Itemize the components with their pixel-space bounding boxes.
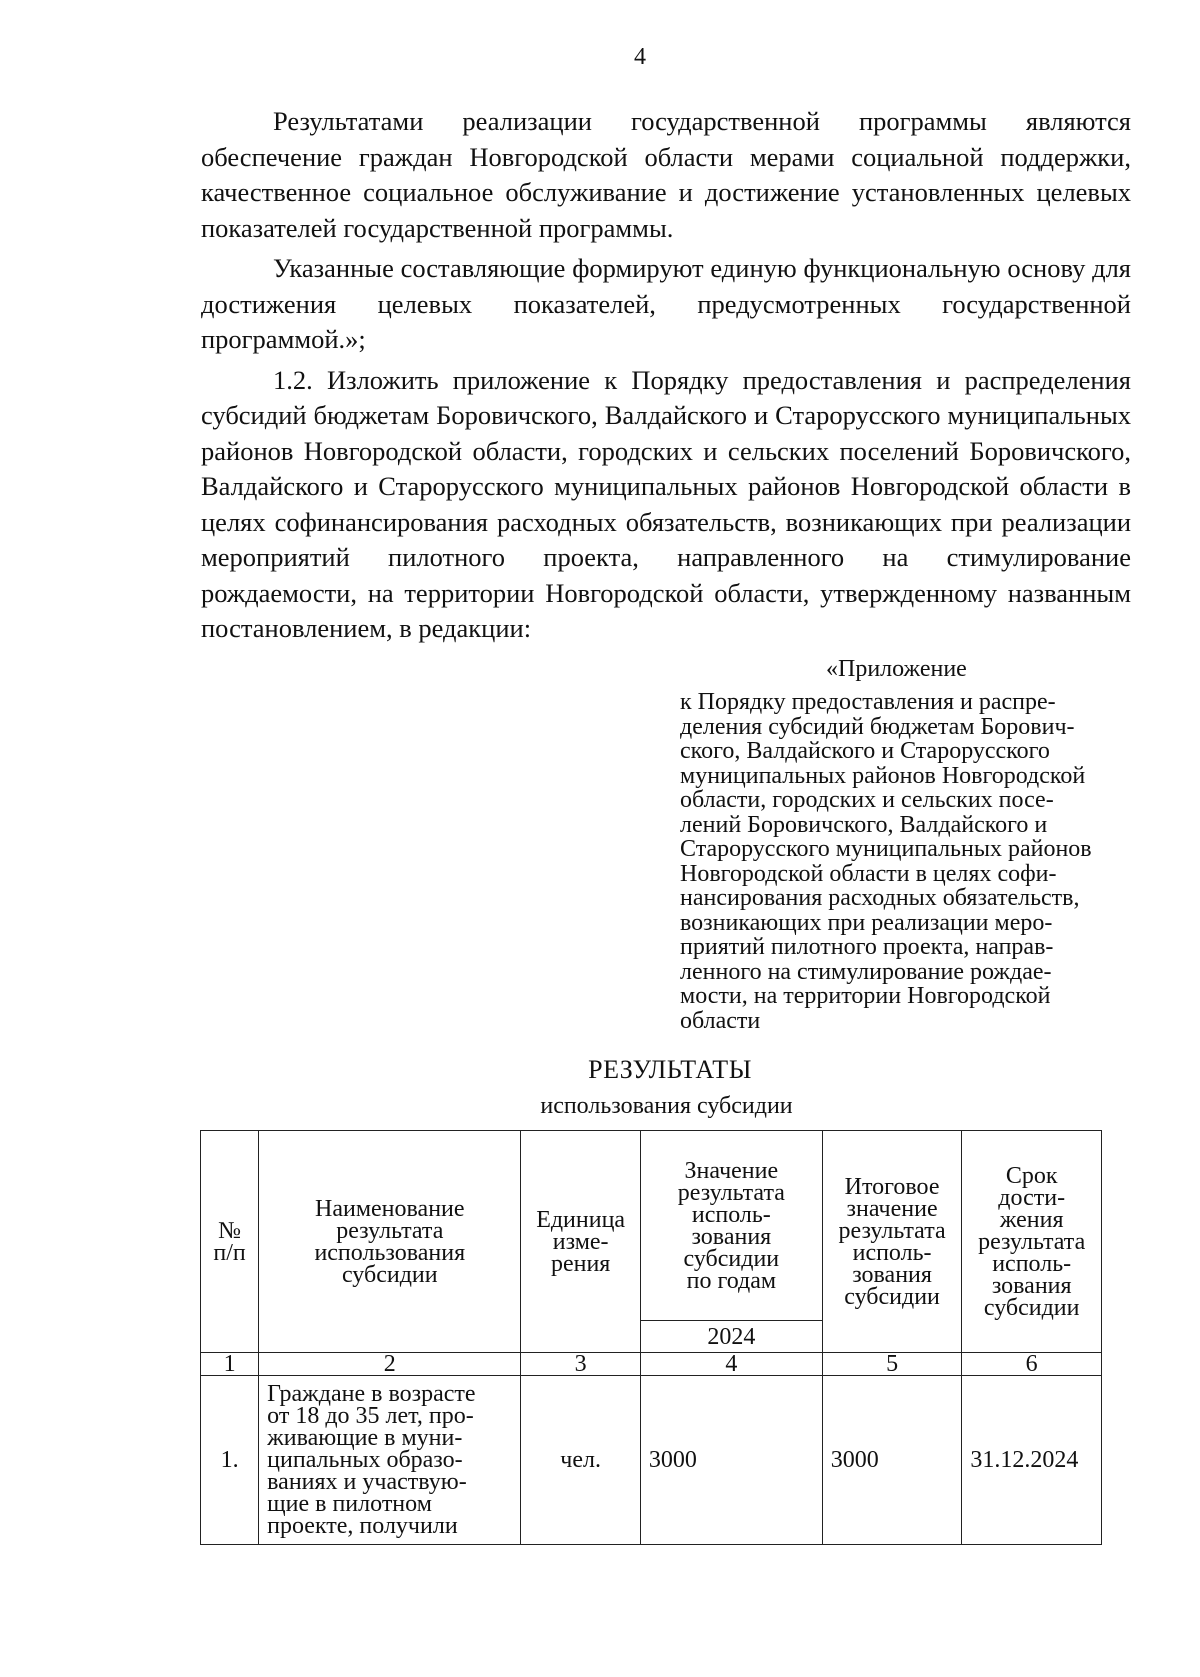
table-row <box>201 1376 1102 1545</box>
row-value-2024: 3000 <box>640 1376 822 1545</box>
header-name: Наименование результата использования субсидии <box>259 1131 521 1353</box>
row-unit: чел. <box>521 1376 640 1545</box>
body-text <box>201 104 1131 652</box>
header-deadline: Срок дости- жения результата исполь- зования субсидии <box>962 1131 1102 1353</box>
paragraph: 1.2. Изложить приложение к Порядку предоставления и распределения субсидий бюджетам Боровичского, Валдайского и Старорусского муниципальных районов Новгородской области, городских и сельских поселений Боровичского, Валдайского и Старорусского муниципальных районов Новгородской области в целях софинансирования расходных обязательств, возникающих при реализации мероприятий пилотного проекта, направленного на стимулирование рождаемости, на территории Новгородской области, утвержденному названным постановлением, в редакции: <box>201 364 1131 643</box>
column-number: 5 <box>822 1353 962 1376</box>
row-name: Граждане в возрасте от 18 до 35 лет, про- живающие в муни- ципальных образо- ваниях и участвую- щие в пилотном проекте, получили <box>259 1376 521 1545</box>
results-subtitle: использования субсидии <box>540 1093 793 1119</box>
header-year: 2024 <box>640 1321 822 1353</box>
column-number: 3 <box>521 1353 640 1376</box>
paragraph: Указанные составляющие формируют единую функциональную основу для достижения целевых показателей, предусмотренных государственной программой.»; <box>201 253 1131 354</box>
results-title: РЕЗУЛЬТАТЫ <box>588 1055 752 1084</box>
row-num: 1. <box>201 1376 259 1545</box>
column-number: 6 <box>962 1353 1102 1376</box>
appendix-text: к Порядку предоставления и распре- деления субсидий бюджетам Борович- ского, Валдайского и Старорусского муниципальных районов Новгородской области, городских и сельских посе- лений Боровичского, Валдайского и Старорусского муниципальных районов Новгородской области в целях софи- нансирования расходных обязательств, возникающих при реализации меро- приятий пилотного проекта, направ- ленного на стимулирование рождае- мости, на территории Новгородской области <box>680 689 1092 1034</box>
paragraph: Результатами реализации государственной программы являются обеспечение граждан Новгородской области мерами социальной поддержки, качественное социальное обслуживание и достижение установленных целевых показателей государственной программы. <box>201 106 1131 243</box>
column-number: 1 <box>201 1353 259 1376</box>
page-number: 4 <box>634 44 646 70</box>
header-value: Значение результата исполь- зования субсидии по годам <box>640 1131 822 1321</box>
row-final: 3000 <box>822 1376 962 1545</box>
header-num: № п/п <box>201 1131 259 1353</box>
column-number: 4 <box>640 1353 822 1376</box>
header-unit: Единица изме- рения <box>521 1131 640 1353</box>
column-number-row <box>201 1353 1102 1376</box>
row-deadline: 31.12.2024 <box>962 1376 1102 1545</box>
column-number: 2 <box>259 1353 521 1376</box>
appendix-title: «Приложение <box>826 656 967 682</box>
header-final: Итоговое значение результата исполь- зования субсидии <box>822 1131 962 1353</box>
results-table <box>200 1130 1102 1545</box>
